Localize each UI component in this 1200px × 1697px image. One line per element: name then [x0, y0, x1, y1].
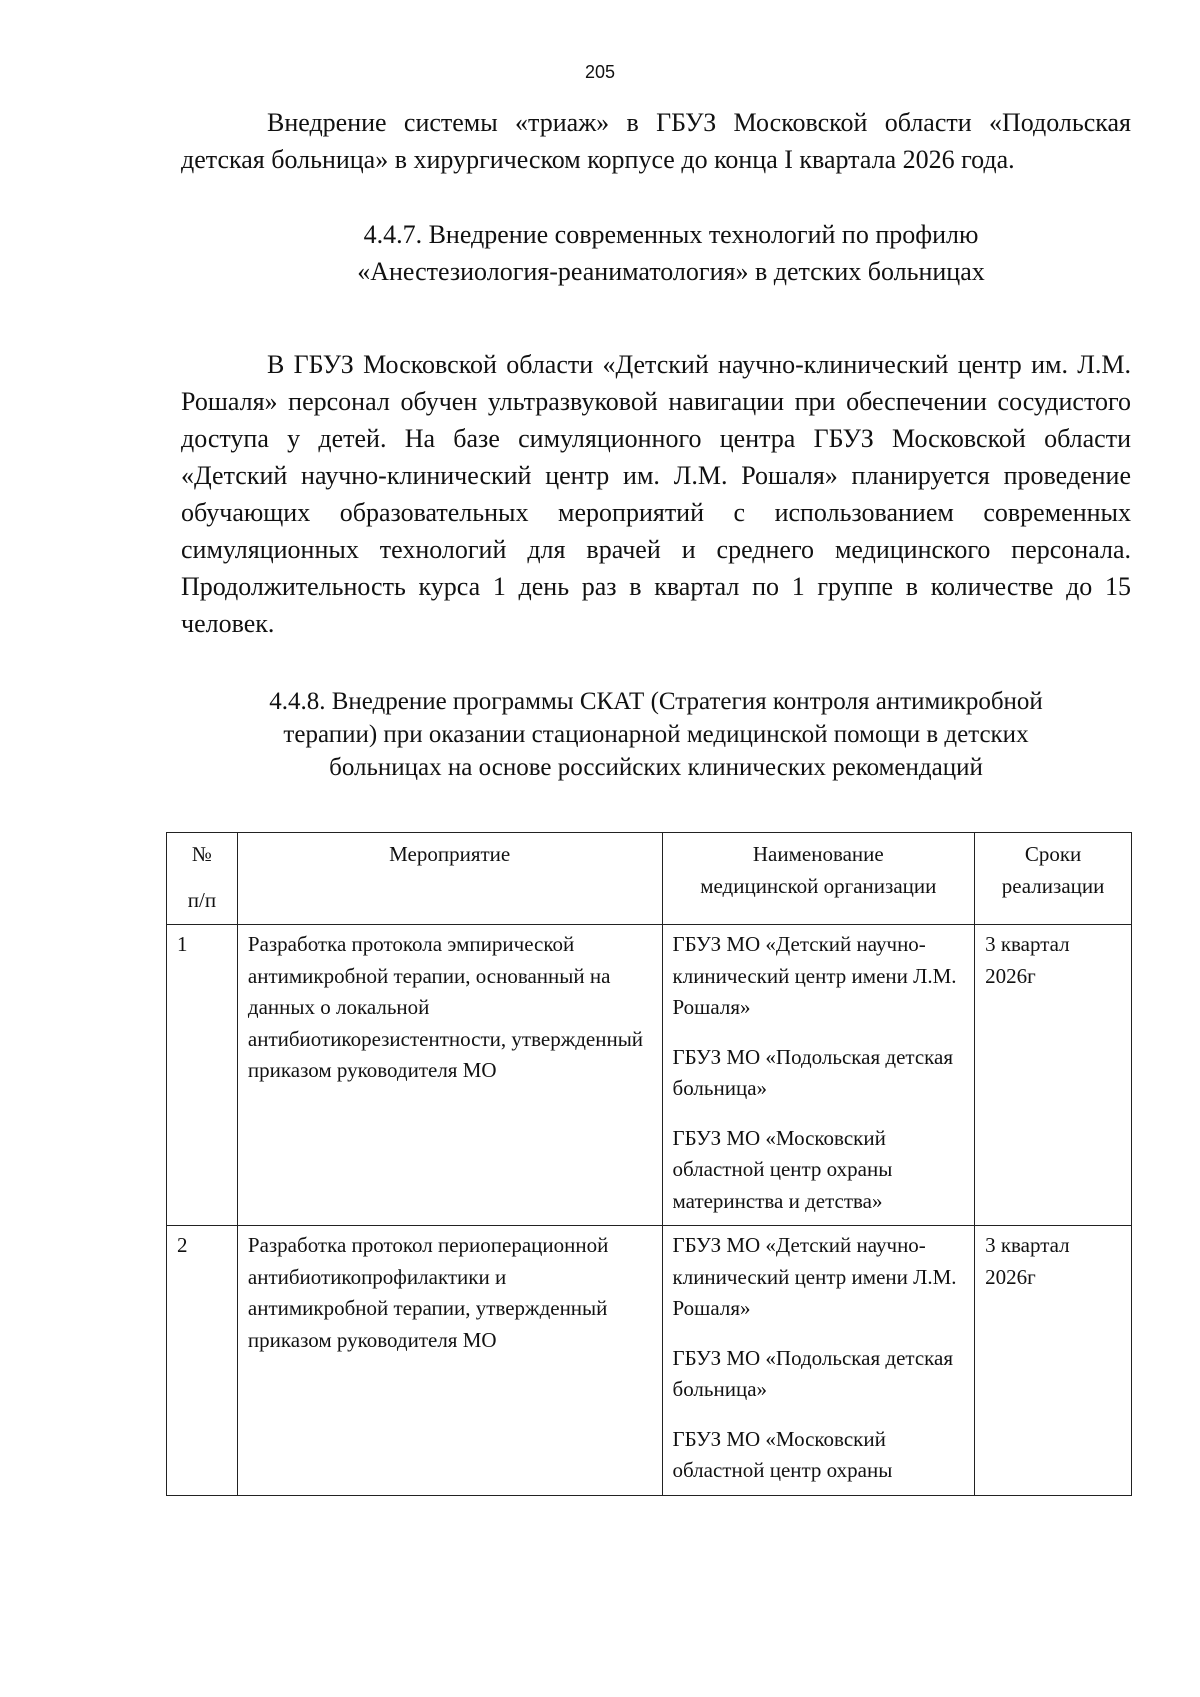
- section-447-body: В ГБУЗ Московской области «Детский научно-клинический центр им. Л.М. Рошаля» персонал обучен ультразвуковой навигации при обеспечении сосудистого доступа у детей. На базе симуляционного центра ГБУЗ Московской области «Детский научно-клинический центр им. Л.М. Рошаля» планируется проведение обучающих образовательных мероприятий с использованием современных симуляционных технологий для врачей и среднего медицинского персонала. Продолжительность курса 1 день раз в квартал по 1 группе в количестве до 15 человек.: [181, 350, 1131, 638]
- section-448-heading: [181, 685, 1131, 784]
- row-orgs: [662, 1226, 975, 1496]
- org-item: ГБУЗ МО «Подольская детская больница»: [672, 1345, 954, 1401]
- org-item: ГБУЗ МО «Подольская детская больница»: [672, 1044, 954, 1100]
- section-448-title-line: терапии) при оказании стационарной медицинской помощи в детских: [283, 721, 1029, 748]
- table-header-row: [167, 833, 1132, 925]
- row-term-line: 2026г: [985, 963, 1036, 988]
- header-org-line: медицинской организации: [700, 873, 937, 898]
- section-448-title-line: больницах на основе российских клинических рекомендаций: [329, 754, 983, 781]
- section-447-heading: [181, 216, 1131, 290]
- row-term-line: 2026г: [985, 1264, 1036, 1289]
- header-num-label: п/п: [187, 887, 217, 912]
- header-event: Мероприятие: [237, 833, 662, 925]
- header-num: [167, 833, 238, 925]
- header-term-line: Сроки: [1024, 842, 1082, 866]
- header-org-line: Наименование: [752, 842, 884, 866]
- header-term: [975, 833, 1132, 925]
- row-number: 1: [167, 925, 238, 1226]
- header-org: [662, 833, 975, 925]
- row-orgs: [662, 925, 975, 1226]
- row-term-line: 3 квартал: [985, 1233, 1070, 1257]
- header-num-symbol: №: [191, 842, 212, 866]
- row-term: [975, 925, 1132, 1226]
- section-447-title-line: 4.4.7. Внедрение современных технологий по профилю: [363, 220, 979, 249]
- org-item: ГБУЗ МО «Московский областной центр охраны материнства и детства»: [672, 1125, 893, 1213]
- row-event: Разработка протокола эмпирической антимикробной терапии, основанный на данных о локальной антибиотикорезистентности, утвержденный приказом руководителя МО: [237, 925, 662, 1226]
- row-term-line: 3 квартал: [985, 932, 1070, 956]
- row-event: Разработка протокол периоперационной антибиотикопрофилактики и антимикробной терапии, утвержденный приказом руководителя МО: [237, 1226, 662, 1496]
- table-row: [167, 925, 1132, 1226]
- org-item: ГБУЗ МО «Детский научно-клинический центр имени Л.М. Рошаля»: [672, 932, 957, 1019]
- row-number: 2: [167, 1226, 238, 1496]
- row-term: [975, 1226, 1132, 1496]
- table-row: [167, 1226, 1132, 1496]
- section-448-title-line: 4.4.8. Внедрение программы СКАТ (Стратегия контроля антимикробной: [269, 688, 1043, 715]
- org-item: ГБУЗ МО «Московский областной центр охраны: [672, 1426, 893, 1482]
- measures-table: [166, 832, 1132, 1496]
- org-item: ГБУЗ МО «Детский научно-клинический центр имени Л.М. Рошаля»: [672, 1233, 957, 1320]
- intro-paragraph: Внедрение системы «триаж» в ГБУЗ Московской области «Подольская детская больница» в хирургическом корпусе до конца I квартала 2026 года.: [181, 108, 1131, 174]
- page-number: 205: [584, 62, 616, 82]
- section-447-title-line: «Анестезиология-реаниматология» в детских больницах: [357, 257, 985, 286]
- header-term-line: реализации: [1001, 873, 1105, 898]
